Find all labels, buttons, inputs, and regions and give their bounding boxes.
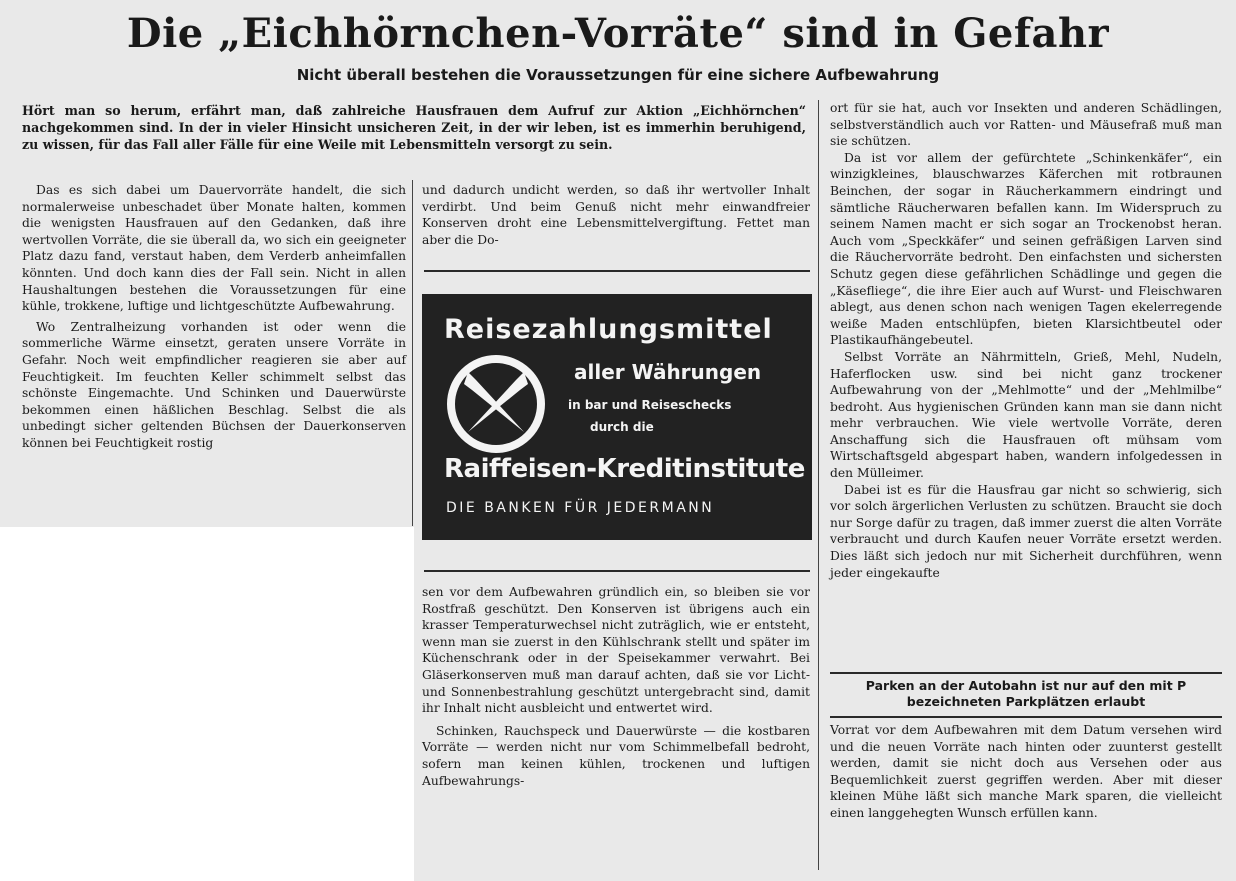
ad-slogan: DIE BANKEN FÜR JEDERMANN <box>446 500 715 516</box>
separator-rule <box>424 570 810 572</box>
column-3-end <box>830 722 1222 822</box>
column-2-top <box>422 182 810 248</box>
raiffeisen-logo-icon <box>446 354 546 454</box>
column-divider <box>412 180 413 526</box>
ad-institutes: Raiffeisen-Kreditinstitute <box>444 454 805 484</box>
ad-through: durch die <box>590 420 654 434</box>
ad-cash-cheques: in bar und Reiseschecks <box>568 398 732 412</box>
paragraph: Das es sich dabei um Dauervorräte handelt, die sich normalerweise unbeschadet über Monate halten, kommen die wenigsten Hausfrauen auf den Gedanken, daß ihre wertvollen Vorräte, die sie überall da, wo sich ein geeigneter Platz dazu fand, verstaut haben, dem Verderb anheimfallen könnten. Und doch kann dies der Fall sein. Nicht in allen Haushaltungen bestehen die Voraussetzungen für eine kühle, trokkene, luftige und lichtgeschützte Aufbewahrung. <box>22 183 406 314</box>
column-3 <box>830 100 1222 581</box>
paragraph: Dabei ist es für die Hausfrau gar nicht so schwierig, sich vor solch ärgerlichen Verlusten zu schützen. Braucht sie doch nur Sorge dafür zu tragen, daß immer zuerst die alten Vorräte verbraucht und durch Kaufen neuer Vorräte ersetzt werden. Dies läßt sich jedoch nur mit Sicherheit durchführen, wenn jeder eingekaufte <box>830 482 1222 580</box>
column-divider <box>818 100 819 870</box>
parking-notice: Parken an der Autobahn ist nur auf den mit P bezeichneten Parkplätzen erlaubt <box>865 678 1187 709</box>
paragraph: Schinken, Rauchspeck und Dauerwürste — die kostbaren Vorräte — werden nicht nur vom Schimmelbefall bedroht, sofern man keinen kühlen, trockenen und luftigen Aufbewahrungs- <box>422 723 810 788</box>
notice-rule-top <box>830 672 1222 674</box>
lead-paragraph <box>22 102 806 153</box>
notice-rule-bottom <box>830 716 1222 718</box>
article-headline: Die „Eichhörnchen-Vorräte“ sind in Gefahr <box>126 10 1110 57</box>
paragraph: Wo Zentralheizung vorhanden ist oder wenn die sommerliche Wärme einsetzt, geraten unsere Vorräte in Gefahr. Noch weit empfindlicher reagieren sie aber auf Feuchtigkeit. Im feuchten Keller schimmelt selbst das schönste Eingemachte. Und Schinken und Dauerwürste bekommen einen häßlichen Beschlag. Selbst die als unbedingt sicher geltenden Büchsen der Dauerkonserven können bei Feuchtigkeit rostig <box>22 319 406 450</box>
paragraph: Selbst Vorräte an Nährmitteln, Grieß, Mehl, Nudeln, Haferflocken usw. sind bei nicht ganz trockener Aufbewahrung von der „Mehlmotte“ und der „Mehlmilbe“ bedroht. Aus hygienischen Gründen kann man sie dann nicht mehr verbrauchen. Wie viele wertvolle Vorräte, deren Anschaffung sich die Hausfrauen oft mühsam vom Wirtschaftsgeld abgespart haben, wandern infolgedessen in den Mülleimer. <box>830 349 1222 481</box>
column-1 <box>22 182 406 452</box>
paragraph: und dadurch undicht werden, so daß ihr wertvoller Inhalt verdirbt. Und beim Genuß nicht mehr einwandfreier Konserven droht eine Lebensmittelvergiftung. Fettet man aber die Do- <box>422 183 810 247</box>
lead-text: Hört man so herum, erfährt man, daß zahlreiche Hausfrauen dem Aufruf zur Aktion „Eichhörnchen“ nachgekommen sind. In der in vieler Hinsicht unsicheren Zeit, in der wir leben, ist es immerhin beruhigend, zu wissen, für das Fall aller Fälle für eine Weile mit Lebensmitteln versorgt zu sein. <box>22 103 806 152</box>
paragraph: sen vor dem Aufbewahren gründlich ein, so bleiben sie vor Rostfraß geschützt. Den Konserven ist übrigens auch ein krasser Temperaturwechsel nicht zuträglich, wie er entsteht, wenn man sie zuerst in den Kühlschrank stellt und später im Küchenschrank oder in der Speisekammer verwahrt. Bei Gläserkonserven muß man darauf achten, daß sie vor Licht- und Sonnenbestrahlung geschützt untergebracht sind, damit ihr Inhalt nicht ausbleicht und entwertet wird. <box>422 585 810 716</box>
paragraph: Vorrat vor dem Aufbewahren mit dem Datum versehen wird und die neuen Vorräte nach hinten oder zuunterst gestellt werden, damit sie nicht doch aus Versehen oder aus Bequemlichkeit zuerst gegriffen werden. Aber mit dieser kleinen Mühe läßt sich manche Mark sparen, die vielleicht einen langgehegten Wunsch erfüllen kann. <box>830 723 1222 820</box>
separator-rule <box>424 270 810 272</box>
paragraph: ort für sie hat, auch vor Insekten und anderen Schädlingen, selbstverständlich auch vor Ratten- und Mäusefraß muß man sie schützen. <box>830 101 1222 149</box>
ad-currencies: aller Währungen <box>574 360 762 384</box>
raiffeisen-advertisement <box>422 294 812 540</box>
column-2-bottom <box>422 584 810 789</box>
article-subheadline: Nicht überall bestehen die Voraussetzungen für eine sichere Aufbewahrung <box>296 66 940 84</box>
paragraph: Da ist vor allem der gefürchtete „Schinkenkäfer“, ein winzigkleines, blauschwarzes Käferchen mit rotbraunen Beinchen, der sogar in Räucherkammern eindringt und sämtliche Räucherwaren befallen kann. Im Widerspruch zu seinem Namen macht er sich sogar an Trockenobst heran. Auch vom „Speckkäfer“ und seinen gefräßigen Larven sind die Räuchervorräte bedroht. Den einfachsten und sichersten Schutz gegen diese gefährlichen Schädlinge und gegen die „Käsefliege“, die ihre Eier auch auf Wurst- und Fleischwaren ablegt, aus denen schon nach wenigen Tagen ekelerregende weiße Maden entschlüpfen, bieten Klarsichtbeutel oder Plastikaufhängebeutel. <box>830 150 1222 348</box>
ad-headline: Reisezahlungsmittel <box>444 314 773 345</box>
